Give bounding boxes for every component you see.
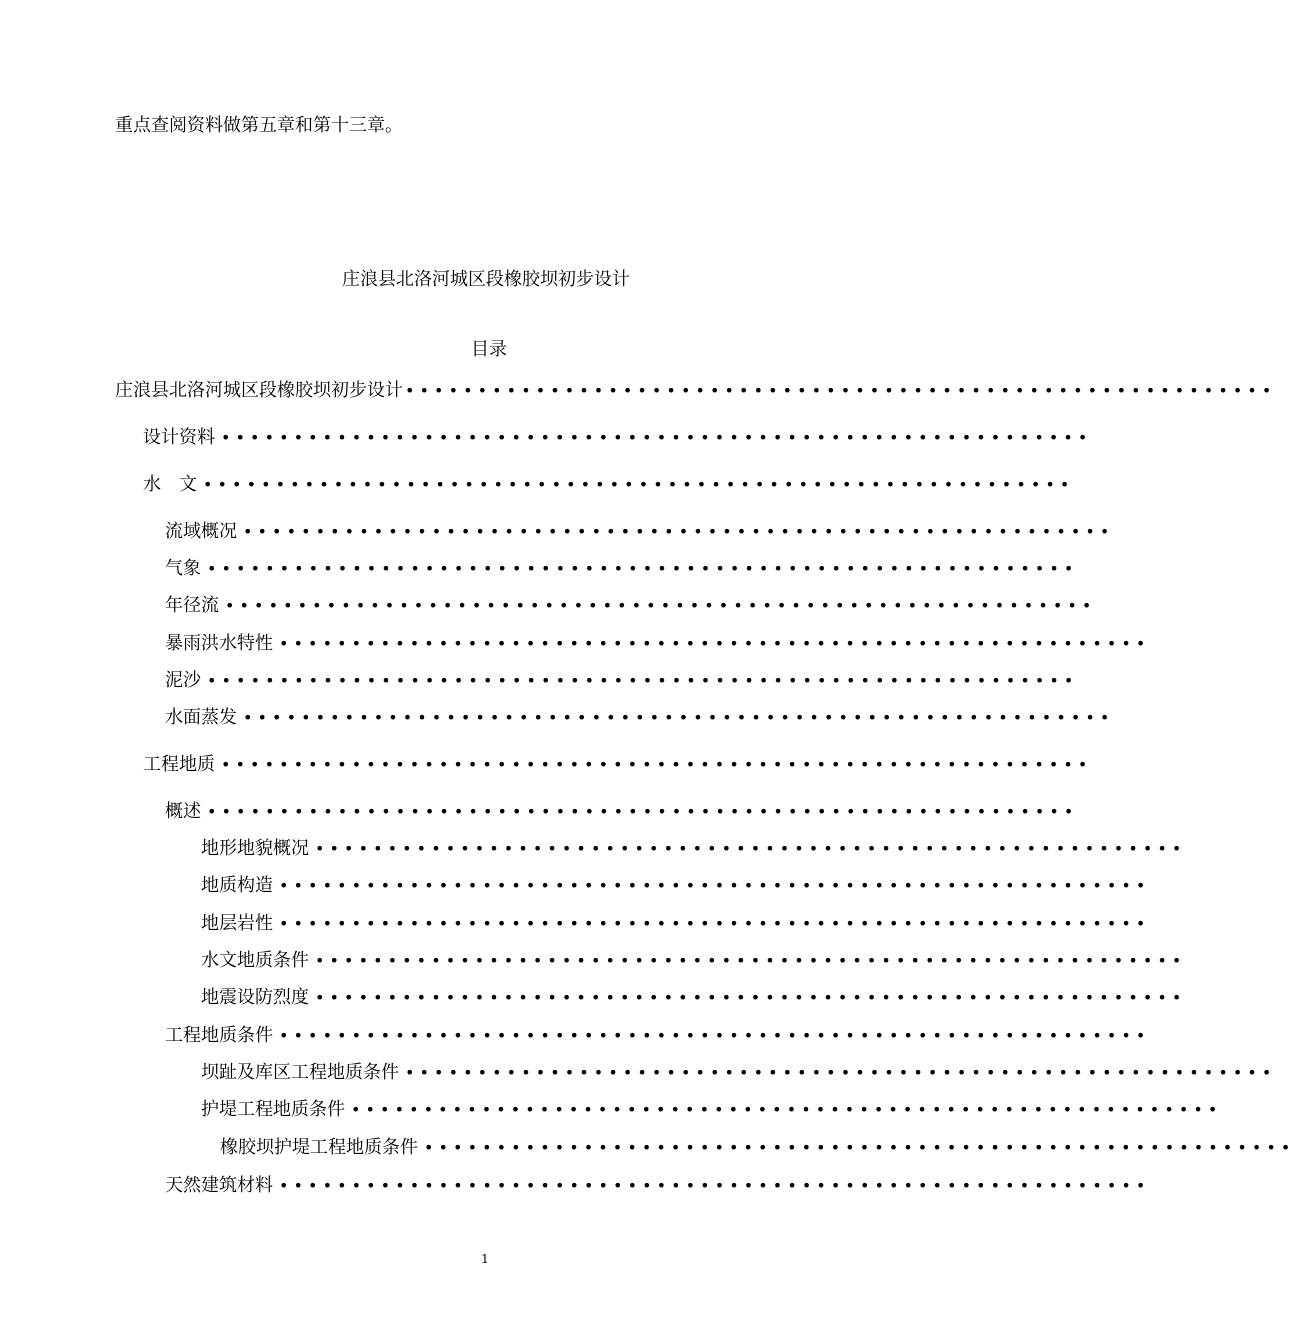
toc-entry-label: 年径流 xyxy=(165,595,219,616)
toc-entry-label: 水 文 xyxy=(143,474,197,495)
toc-leader-dots: • • • • • • • • • • • • • • • • • • • • • • • • • • • • • • • • • • • • • • • • • • • • • • • • • • • • • • • • • • • • xyxy=(424,1138,1290,1157)
toc-entry-label: 护堤工程地质条件 xyxy=(201,1099,345,1120)
toc-entry-label: 橡胶坝护堤工程地质条件 xyxy=(220,1137,418,1158)
toc-leader-dots: • • • • • • • • • • • • • • • • • • • • • • • • • • • • • • • • • • • • • • • • • • • • • • • • • • • • • • • • • • • • xyxy=(315,839,1182,858)
toc-entry[interactable] xyxy=(165,801,1074,823)
toc-entry[interactable] xyxy=(165,670,1074,692)
toc-entry[interactable] xyxy=(165,558,1074,580)
toc-entry[interactable] xyxy=(165,633,1146,655)
toc-entry-label: 概述 xyxy=(165,801,201,822)
toc-entry-label: 水文地质条件 xyxy=(201,950,309,971)
toc-entry[interactable] xyxy=(165,1175,1146,1197)
page-number: 1 xyxy=(481,1252,489,1266)
toc-entry-label: 水面蒸发 xyxy=(165,707,237,728)
toc-entry[interactable] xyxy=(201,987,1182,1009)
toc-heading: 目录 xyxy=(471,339,507,360)
toc-entry[interactable] xyxy=(201,950,1182,972)
toc-leader-dots: • • • • • • • • • • • • • • • • • • • • • • • • • • • • • • • • • • • • • • • • • • • • • • • • • • • • • • • • • • • • xyxy=(279,1176,1146,1195)
toc-leader-dots: • • • • • • • • • • • • • • • • • • • • • • • • • • • • • • • • • • • • • • • • • • • • • • • • • • • • • • • • • • • • xyxy=(221,428,1088,447)
toc-entry-label: 工程地质条件 xyxy=(165,1025,273,1046)
toc-entry[interactable] xyxy=(201,838,1182,860)
toc-leader-dots: • • • • • • • • • • • • • • • • • • • • • • • • • • • • • • • • • • • • • • • • • • • • • • • • • • • • • • • • • • • • xyxy=(203,475,1070,494)
document-title: 庄浪县北洛河城区段橡胶坝初步设计 xyxy=(342,269,630,290)
toc-leader-dots: • • • • • • • • • • • • • • • • • • • • • • • • • • • • • • • • • • • • • • • • • • • • • • • • • • • • • • • • • • • • xyxy=(243,708,1110,727)
toc-leader-dots: • • • • • • • • • • • • • • • • • • • • • • • • • • • • • • • • • • • • • • • • • • • • • • • • • • • • • • • • • • • • xyxy=(405,1063,1272,1082)
toc-entry[interactable] xyxy=(165,707,1110,729)
toc-leader-dots: • • • • • • • • • • • • • • • • • • • • • • • • • • • • • • • • • • • • • • • • • • • • • • • • • • • • • • • • • • • • xyxy=(221,755,1088,774)
toc-entry-label: 地形地貌概况 xyxy=(201,838,309,859)
toc-entry-label: 坝趾及库区工程地质条件 xyxy=(201,1062,399,1083)
toc-entry[interactable] xyxy=(165,595,1092,617)
toc-entry-label: 泥沙 xyxy=(165,670,201,691)
toc-leader-dots: • • • • • • • • • • • • • • • • • • • • • • • • • • • • • • • • • • • • • • • • • • • • • • • • • • • • • • • • • • • • xyxy=(279,914,1146,933)
toc-entry-label: 设计资料 xyxy=(143,427,215,448)
note-text: 重点查阅资料做第五章和第十三章。 xyxy=(115,115,403,136)
toc-entry-label: 地质构造 xyxy=(201,875,273,896)
toc-entry-label: 庄浪县北洛河城区段橡胶坝初步设计 xyxy=(115,380,403,401)
toc-leader-dots: • • • • • • • • • • • • • • • • • • • • • • • • • • • • • • • • • • • • • • • • • • • • • • • • • • • • • • • • • • • • xyxy=(207,671,1074,690)
toc-leader-dots: • • • • • • • • • • • • • • • • • • • • • • • • • • • • • • • • • • • • • • • • • • • • • • • • • • • • • • • • • • • • xyxy=(315,988,1182,1007)
toc-entry[interactable] xyxy=(165,1025,1146,1047)
toc-entry-label: 地层岩性 xyxy=(201,913,273,934)
toc-entry-label: 流域概况 xyxy=(165,521,237,542)
toc-leader-dots: • • • • • • • • • • • • • • • • • • • • • • • • • • • • • • • • • • • • • • • • • • • • • • • • • • • • • • • • • • • • xyxy=(225,596,1092,615)
toc-entry[interactable] xyxy=(201,913,1146,935)
toc-entry-label: 暴雨洪水特性 xyxy=(165,633,273,654)
toc-entry-label: 工程地质 xyxy=(143,754,215,775)
toc-leader-dots: • • • • • • • • • • • • • • • • • • • • • • • • • • • • • • • • • • • • • • • • • • • • • • • • • • • • • • • • • • • • xyxy=(279,876,1146,895)
toc-entry[interactable] xyxy=(143,754,1088,776)
toc-entry-label: 气象 xyxy=(165,558,201,579)
toc-leader-dots: • • • • • • • • • • • • • • • • • • • • • • • • • • • • • • • • • • • • • • • • • • • • • • • • • • • • • • • • • • • • xyxy=(315,951,1182,970)
toc-entry-label: 天然建筑材料 xyxy=(165,1175,273,1196)
toc-entry-label: 地震设防烈度 xyxy=(201,987,309,1008)
toc-leader-dots: • • • • • • • • • • • • • • • • • • • • • • • • • • • • • • • • • • • • • • • • • • • • • • • • • • • • • • • • • • • • xyxy=(279,634,1146,653)
toc-entry[interactable] xyxy=(143,474,1070,496)
toc-entry[interactable] xyxy=(201,1062,1272,1084)
toc-leader-dots: • • • • • • • • • • • • • • • • • • • • • • • • • • • • • • • • • • • • • • • • • • • • • • • • • • • • • • • • • • • • xyxy=(351,1100,1218,1119)
toc-entry[interactable] xyxy=(143,427,1088,449)
toc-entry[interactable] xyxy=(201,875,1146,897)
toc-leader-dots: • • • • • • • • • • • • • • • • • • • • • • • • • • • • • • • • • • • • • • • • • • • • • • • • • • • • • • • • • • • • xyxy=(243,522,1110,541)
toc-leader-dots: • • • • • • • • • • • • • • • • • • • • • • • • • • • • • • • • • • • • • • • • • • • • • • • • • • • • • • • • • • • • xyxy=(207,559,1074,578)
toc-leader-dots: • • • • • • • • • • • • • • • • • • • • • • • • • • • • • • • • • • • • • • • • • • • • • • • • • • • • • • • • • • • • xyxy=(207,802,1074,821)
toc-entry[interactable] xyxy=(165,521,1110,543)
toc-entry[interactable] xyxy=(201,1099,1218,1121)
toc-entry[interactable] xyxy=(220,1137,1290,1159)
toc-leader-dots: • • • • • • • • • • • • • • • • • • • • • • • • • • • • • • • • • • • • • • • • • • • • • • • • • • • • • • • • • • • • xyxy=(279,1026,1146,1045)
toc-leader-dots: • • • • • • • • • • • • • • • • • • • • • • • • • • • • • • • • • • • • • • • • • • • • • • • • • • • • • • • • • • • • xyxy=(405,381,1272,400)
toc-entry[interactable] xyxy=(115,380,1272,402)
